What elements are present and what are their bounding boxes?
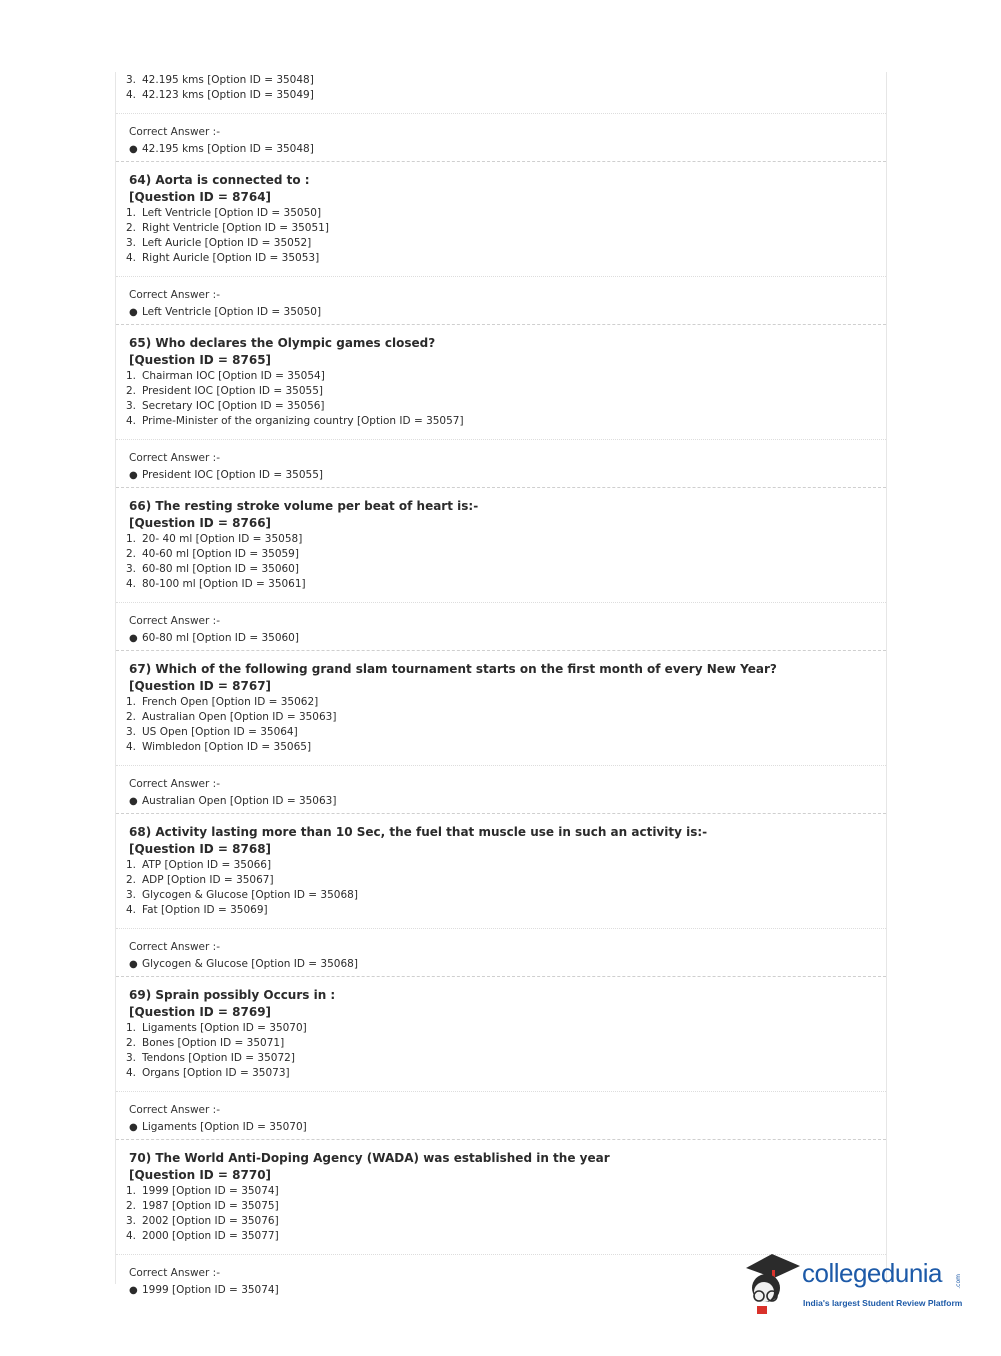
option-item: 4. 80-100 ml [Option ID = 35061] [126,578,306,590]
answer-value: ● President IOC [Option ID = 35055] [129,469,323,481]
options-list [116,532,886,592]
answer-label: Correct Answer :- [129,452,220,464]
option-item: 1. 20- 40 ml [Option ID = 35058] [126,533,303,545]
answer-value: ● 1999 [Option ID = 35074] [129,1284,279,1296]
option-item: 1. ATP [Option ID = 35066] [126,859,272,871]
answer-label: Correct Answer :- [129,126,220,138]
answer-label: Correct Answer :- [129,1104,220,1116]
option-item: 1. Left Ventricle [Option ID = 35050] [126,207,322,219]
answer-label: Correct Answer :- [129,1267,220,1279]
option-item: 3. Left Auricle [Option ID = 35052] [126,237,312,249]
question-list [116,162,886,1302]
option-item: 3. 2002 [Option ID = 35076] [126,1215,279,1227]
question-title: 65) Who declares the Olympic games closed? [129,336,436,350]
option-item: 4. Prime-Minister of the organizing country [Option ID = 35057] [126,415,464,427]
answer-label: Correct Answer :- [129,941,220,953]
options-list [116,1021,886,1081]
question-block [116,488,886,650]
option-item: 4. 2000 [Option ID = 35077] [126,1230,279,1242]
answer-value: ● 42.195 kms [Option ID = 35048] [129,143,314,155]
correct-answer [116,766,886,813]
bullet-icon: ● [129,144,138,155]
bullet-icon: ● [129,1285,138,1296]
question-id: [Question ID = 8766] [129,516,272,530]
answer-label: Correct Answer :- [129,778,220,790]
option-item: 1. Chairman IOC [Option ID = 35054] [126,370,325,382]
answer-value: ● Ligaments [Option ID = 35070] [129,1121,307,1133]
answer-value: ● 60-80 ml [Option ID = 35060] [129,632,299,644]
options-list [116,73,886,103]
option-item: 1. French Open [Option ID = 35062] [126,696,319,708]
correct-answer [116,1092,886,1139]
question-title: 66) The resting stroke volume per beat of heart is:- [129,499,479,513]
option-item: 1. 1999 [Option ID = 35074] [126,1185,279,1197]
option-item: 3. US Open [Option ID = 35064] [126,726,298,738]
question-id: [Question ID = 8770] [129,1168,272,1182]
brand-suffix: .com [955,1274,962,1289]
question-title: 68) Activity lasting more than 10 Sec, the fuel that muscle use in such an activity is:- [129,825,708,839]
bullet-icon: ● [129,307,138,318]
option-item: 4. Fat [Option ID = 35069] [126,904,268,916]
option-item: 2. President IOC [Option ID = 35055] [126,385,323,397]
question-block [116,325,886,487]
option-item: 2. Bones [Option ID = 35071] [126,1037,285,1049]
answer-value: ● Australian Open [Option ID = 35063] [129,795,337,807]
answer-value: ● Left Ventricle [Option ID = 35050] [129,306,322,318]
question-id: [Question ID = 8767] [129,679,272,693]
question-block [116,814,886,976]
option-item: 2. Australian Open [Option ID = 35063] [126,711,337,723]
question-fragment [116,72,886,161]
question-block [116,162,886,324]
option-item: 1. Ligaments [Option ID = 35070] [126,1022,307,1034]
bullet-icon: ● [129,796,138,807]
correct-answer [116,929,886,976]
option-item: 2. Right Ventricle [Option ID = 35051] [126,222,329,234]
option-item: 3. Tendons [Option ID = 35072] [126,1052,295,1064]
answer-value: ● Glycogen & Glucose [Option ID = 35068] [129,958,358,970]
option-item: 3. Secretary IOC [Option ID = 35056] [126,400,325,412]
question-title: 70) The World Anti-Doping Agency (WADA) was established in the year [129,1151,610,1165]
option-item: 3. 42.195 kms [Option ID = 35048] [126,74,314,86]
option-item: 4. 42.123 kms [Option ID = 35049] [126,89,314,101]
document-page [115,72,887,1296]
question-id: [Question ID = 8764] [129,190,272,204]
question-block [116,651,886,813]
question-title: 67) Which of the following grand slam tournament starts on the first month of every New Year? [129,662,777,676]
bullet-icon: ● [129,470,138,481]
options-list [116,1184,886,1244]
correct-answer [116,277,886,324]
option-item: 2. 1987 [Option ID = 35075] [126,1200,279,1212]
question-id: [Question ID = 8768] [129,842,272,856]
option-item: 3. 60-80 ml [Option ID = 35060] [126,563,299,575]
question-title: 69) Sprain possibly Occurs in : [129,988,336,1002]
question-id: [Question ID = 8769] [129,1005,272,1019]
option-item: 4. Organs [Option ID = 35073] [126,1067,290,1079]
options-list [116,858,886,918]
bullet-icon: ● [129,1122,138,1133]
option-item: 2. 40-60 ml [Option ID = 35059] [126,548,299,560]
correct-answer [116,440,886,487]
correct-answer [116,603,886,650]
question-block [116,977,886,1139]
option-item: 4. Right Auricle [Option ID = 35053] [126,252,320,264]
option-item: 2. ADP [Option ID = 35067] [126,874,274,886]
answer-label: Correct Answer :- [129,289,220,301]
brand-name: collegedunia [802,1258,943,1288]
question-id: [Question ID = 8765] [129,353,272,367]
option-item: 3. Glycogen & Glucose [Option ID = 35068] [126,889,358,901]
bullet-icon: ● [129,633,138,644]
options-list [116,695,886,755]
question-title: 64) Aorta is connected to : [129,173,310,187]
mascot-icon [742,1248,804,1318]
options-list [116,206,886,266]
brand-logo [742,1248,972,1320]
answer-label: Correct Answer :- [129,615,220,627]
options-list [116,369,886,429]
option-item: 4. Wimbledon [Option ID = 35065] [126,741,312,753]
correct-answer [116,114,886,161]
bullet-icon: ● [129,959,138,970]
brand-tagline: India's largest Student Review Platform [803,1298,963,1308]
